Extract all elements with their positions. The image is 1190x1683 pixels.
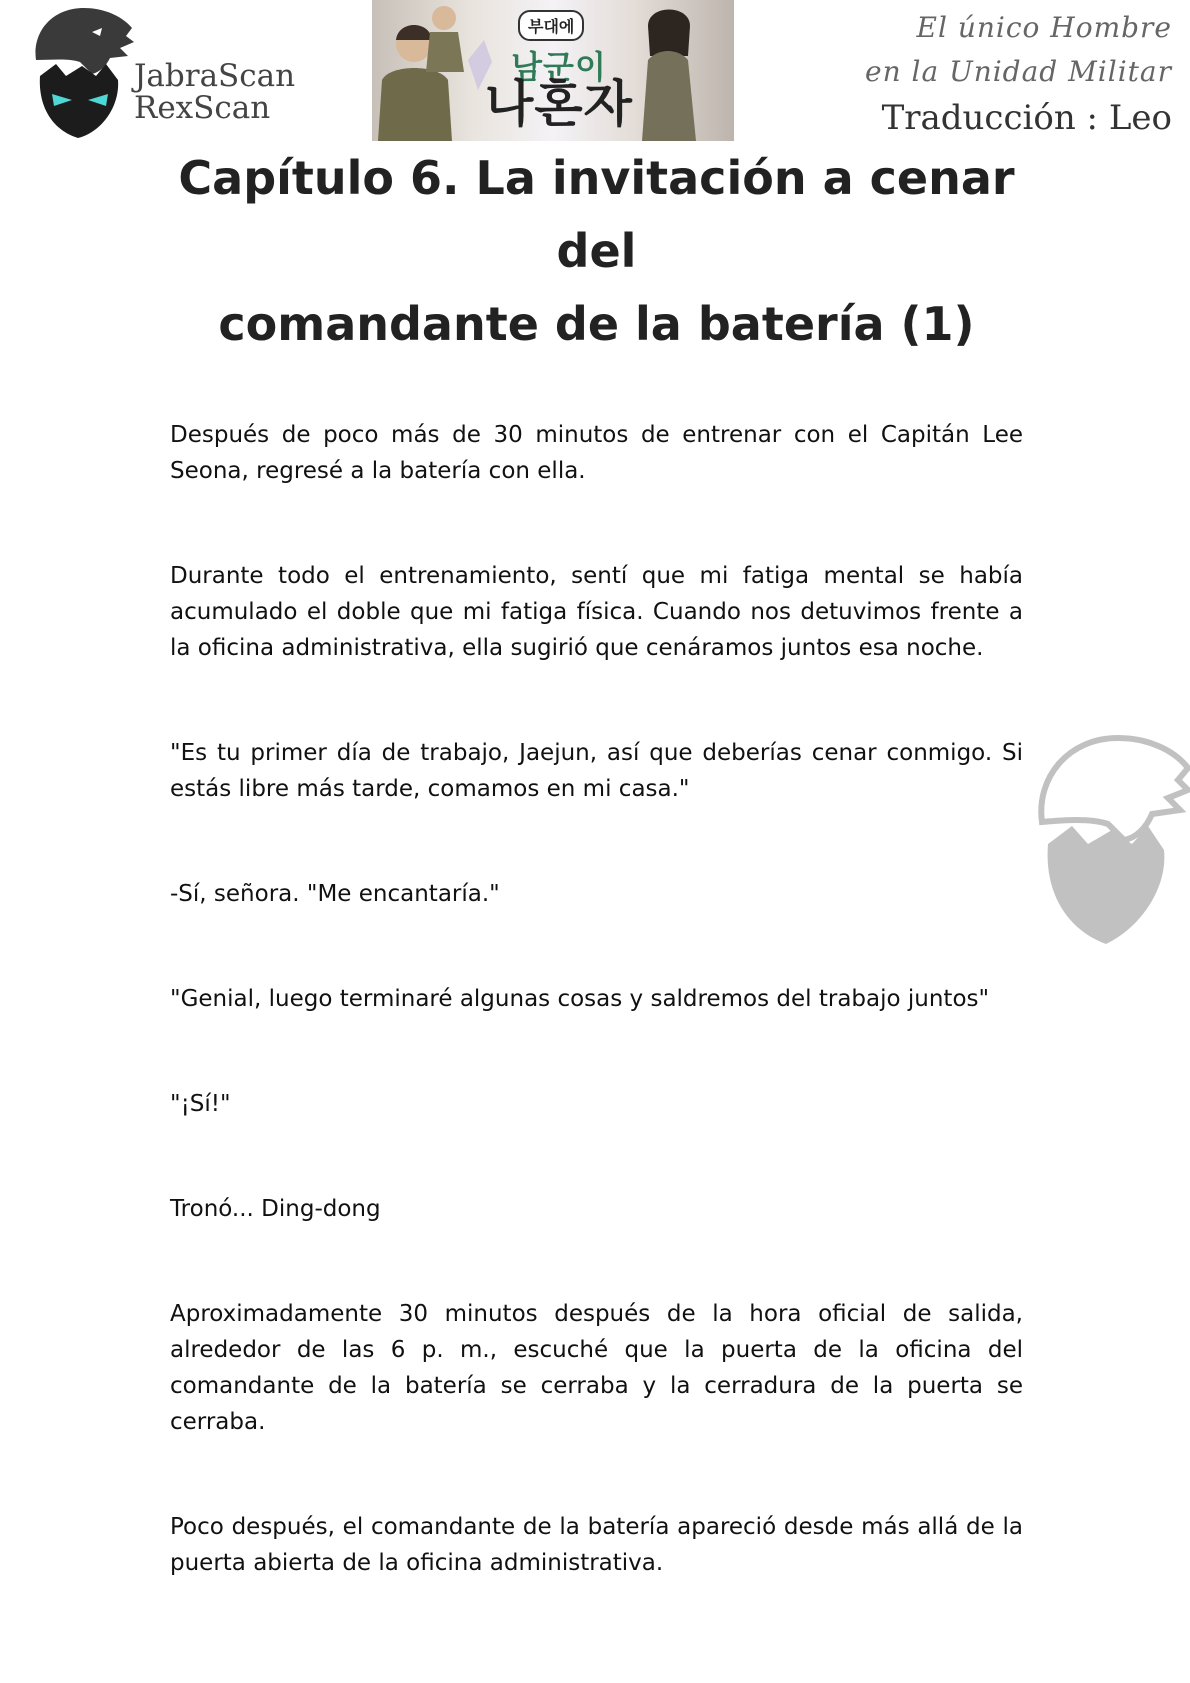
dinosaur-logo-icon bbox=[22, 2, 140, 140]
series-cover-banner bbox=[372, 0, 734, 141]
paragraph: -Sí, señora. "Me encantaría." bbox=[170, 881, 500, 907]
paragraph: Después de poco más de 30 minutos de entrenar con el Capitán Lee Seona, regresé a la batería con ella. bbox=[170, 422, 1023, 484]
chapter-content bbox=[170, 142, 1023, 1650]
chapter-body bbox=[170, 417, 1023, 1581]
paragraph: "Es tu primer día de trabajo, Jaejun, así que deberías cenar conmigo. Si estás libre más tarde, comamos en mi casa." bbox=[170, 740, 1023, 802]
series-title-line-2: en la Unidad Militar bbox=[865, 55, 1172, 88]
cover-title-line-2: 나혼자 bbox=[485, 75, 633, 133]
paragraph: "¡Sí!" bbox=[170, 1091, 231, 1117]
page-header bbox=[0, 0, 1190, 142]
cover-title-small: 부대에 bbox=[518, 10, 584, 41]
translation-credit: Traducción : Leo bbox=[881, 98, 1172, 138]
dinosaur-watermark-icon bbox=[1022, 728, 1190, 950]
logo-line-2: RexScan bbox=[134, 90, 271, 126]
series-info bbox=[865, 6, 1172, 142]
logo-line-1: JabraScan bbox=[134, 58, 296, 94]
scan-group-name bbox=[134, 60, 295, 124]
chapter-title bbox=[170, 142, 1023, 361]
paragraph: Durante todo el entrenamiento, sentí que mi fatiga mental se había acumulado el doble que mi fatiga física. Cuando nos detuvimos frente a la oficina administrativa, ella sugirió que cenáramos juntos esa noche. bbox=[170, 563, 1023, 661]
chapter-title-line-2: comandante de la batería (1) bbox=[218, 297, 975, 351]
paragraph: Aproximadamente 30 minutos después de la hora oficial de salida, alrededor de las 6 p. m., escuché que la puerta de la oficina del comandante de la batería se cerraba y la cerradura de la puerta se cerraba. bbox=[170, 1301, 1023, 1435]
chapter-title-line-1: Capítulo 6. La invitación a cenar del bbox=[178, 151, 1015, 278]
cover-title-line-1: 남군이 bbox=[511, 48, 607, 86]
paragraph: "Genial, luego terminaré algunas cosas y saldremos del trabajo juntos" bbox=[170, 986, 990, 1012]
paragraph: Tronó... Ding-dong bbox=[170, 1196, 381, 1222]
series-title-line-1: El único Hombre bbox=[916, 11, 1172, 44]
paragraph: Poco después, el comandante de la batería apareció desde más allá de la puerta abierta de la oficina administrativa. bbox=[170, 1514, 1023, 1576]
